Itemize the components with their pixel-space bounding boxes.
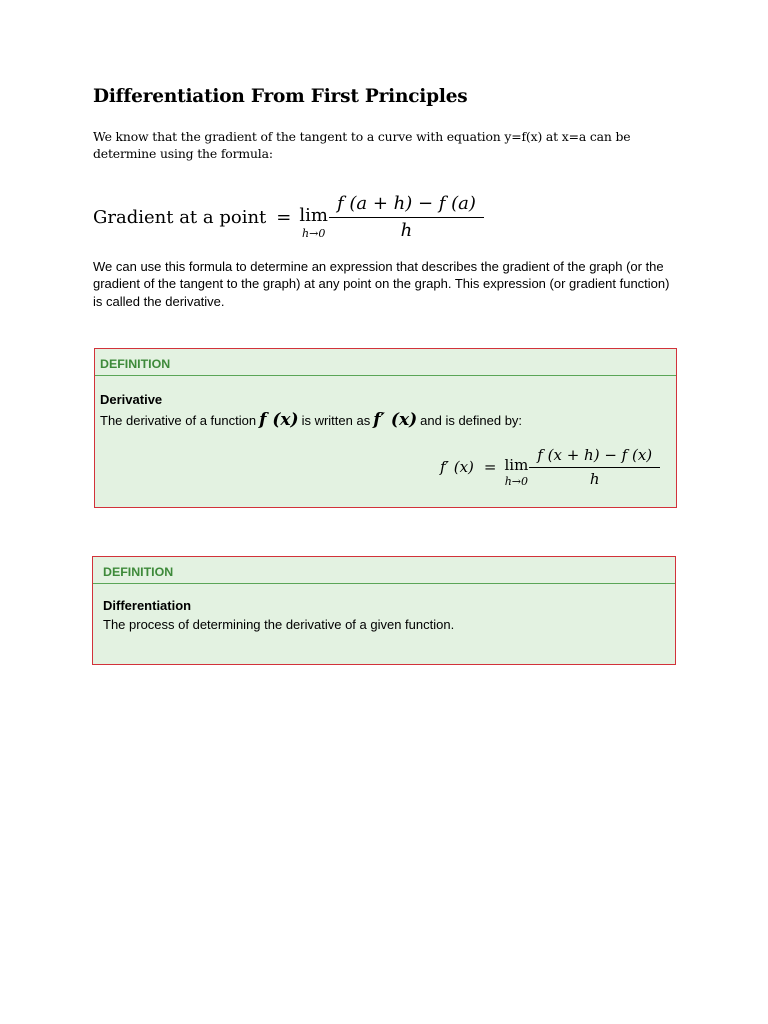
limit-operator [299, 204, 328, 240]
fraction-numerator: f (x + h) − f (x) [537, 446, 653, 464]
definition-box-differentiation [92, 556, 676, 665]
limit-operator [504, 458, 528, 488]
derivative-paragraph: We can use this formula to determine an expression that describes the gradient of the graph (or the gradient of the tangent to the graph) at any point on the graph. This expression (or gradient function) is called the derivative. [93, 259, 670, 309]
description-text: is written as [301, 412, 371, 428]
gradient-label: Gradient at a point [93, 206, 267, 228]
derivative-fraction [533, 446, 656, 488]
gradient-formula [93, 192, 482, 242]
description-text: The derivative of a function [100, 412, 257, 428]
definition-term: Differentiation [103, 598, 192, 613]
definition-heading: DEFINITION [95, 349, 676, 376]
equals-sign: = [276, 206, 292, 228]
gradient-fraction [333, 193, 480, 241]
math-f-prime-of-x: f′ (x) [373, 410, 418, 430]
intro-text: We know that the gradient of the tangent to a curve with equation y=f(x) at x=a can be determine using the formula: [93, 129, 631, 161]
fraction-denominator: h [529, 467, 660, 488]
definition-box-derivative [94, 348, 677, 508]
equals-sign: = [483, 458, 497, 476]
lim-word: lim [504, 456, 529, 474]
derivative-formula [440, 446, 658, 488]
page-title: Differentiation From First Principles [93, 86, 468, 107]
lim-word: lim [299, 204, 328, 226]
lim-subscript: h→0 [302, 226, 326, 240]
fraction-denominator: h [329, 217, 484, 241]
math-f-of-x: f (x) [259, 410, 299, 430]
definition-description [95, 410, 676, 430]
definition-term: Derivative [100, 392, 163, 407]
description-text: and is defined by: [420, 412, 523, 428]
lim-subscript: h→0 [504, 475, 529, 488]
fraction-numerator: f (a + h) − f (a) [336, 193, 476, 214]
definition-heading: DEFINITION [93, 557, 675, 584]
definition-description: The process of determining the derivative of a given function. [103, 617, 455, 632]
formula-lhs: f′ (x) [440, 458, 474, 476]
